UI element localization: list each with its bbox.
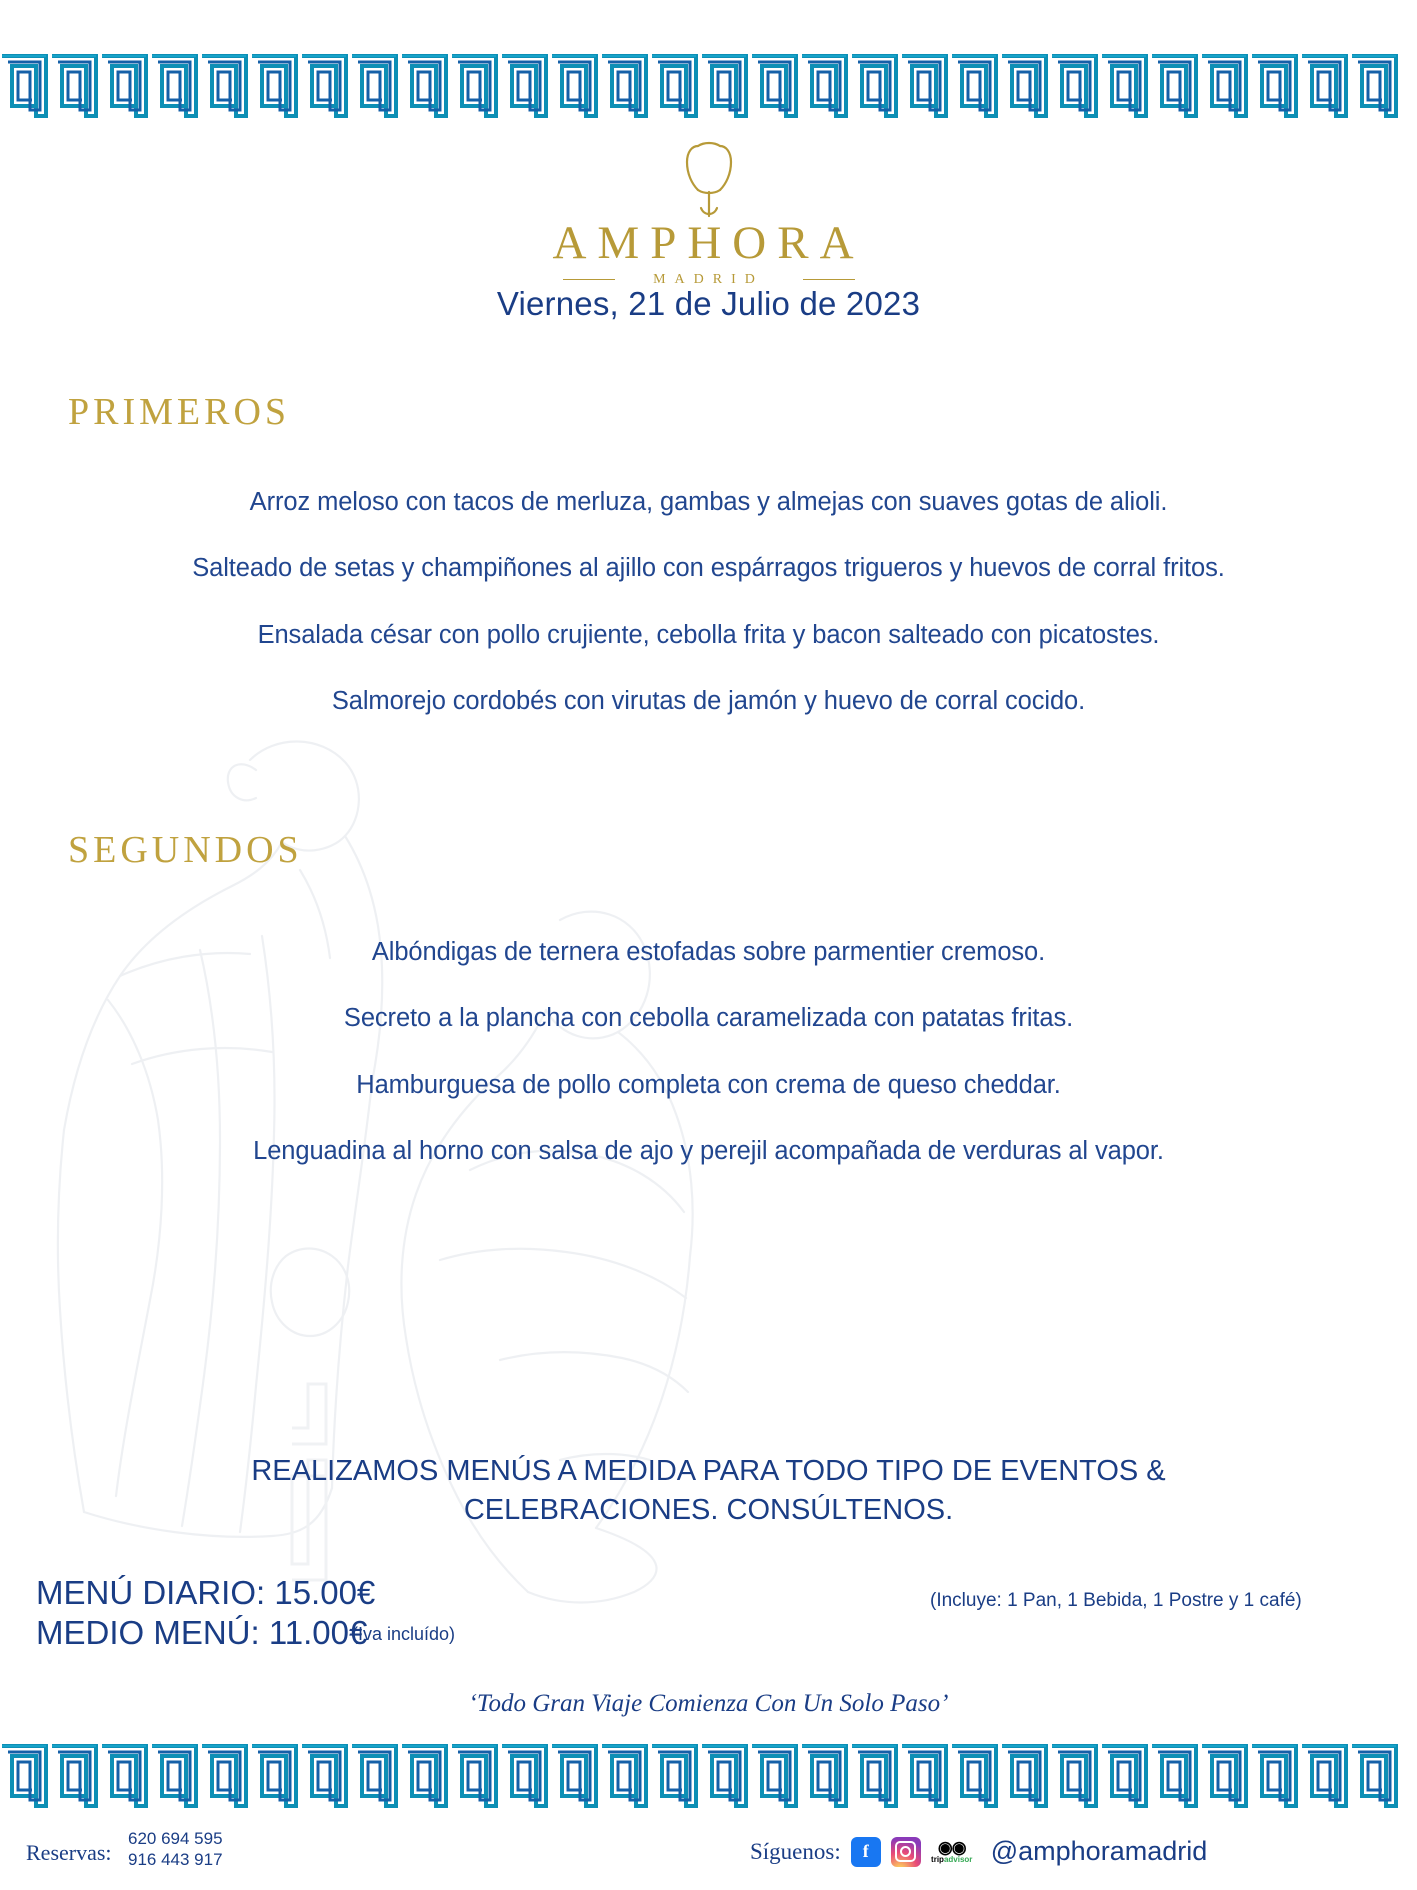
logo-rule-right [803, 279, 855, 280]
list-item: Salmorejo cordobés con virutas de jamón y huevo de corral cocido. [331, 686, 1086, 715]
events-banner-line-2: CELEBRACIONES. CONSÚLTENOS. [463, 1494, 954, 1527]
includes-note: (Incluye: 1 Pan, 1 Bebida, 1 Postre y 1 café) [930, 1590, 1302, 1611]
menu-tagline: ‘Todo Gran Viaje Comienza Con Un Solo Paso’ [468, 1690, 949, 1717]
list-item: Lenguadina al horno con salsa de ajo y perejil acompañada de verduras al vapor. [253, 1136, 1164, 1165]
reservations-label: Reservas: [26, 1840, 112, 1865]
list-item: Ensalada césar con pollo crujiente, cebolla frita y bacon salteado con picatostes. [257, 620, 1160, 649]
price-daily-menu: MENÚ DIARIO: 15.00€ [36, 1574, 376, 1611]
brand-subtitle: MADRID [653, 272, 764, 287]
section-heading-segundos: SEGUNDOS [68, 829, 303, 871]
menu-date: Viernes, 21 de Julio de 2023 [496, 285, 921, 322]
events-banner-line-1: REALIZAMOS MENÚS A MEDIDA PARA TODO TIPO DE EVENTOS & [251, 1455, 1166, 1487]
social-follow-group [750, 1836, 1207, 1867]
iva-note: (Iva incluído) [352, 1624, 456, 1644]
social-handle[interactable]: @amphoramadrid [990, 1836, 1208, 1866]
greek-key-border-top [0, 52, 1417, 120]
amphora-vase-icon [654, 140, 764, 222]
tripadvisor-icon[interactable] [931, 1837, 973, 1867]
instagram-glyph [895, 1841, 916, 1862]
list-item: Hamburguesa de pollo completa con crema de queso cheddar. [356, 1070, 1061, 1099]
dish-list-segundos [0, 938, 1417, 1203]
list-item: Secreto a la plancha con cebolla caramelizada con patatas fritas. [343, 1004, 1074, 1033]
dish-list-primeros [0, 488, 1417, 753]
list-item: Albóndigas de ternera estofadas sobre parmentier cremoso. [371, 938, 1046, 966]
facebook-glyph: f [862, 1841, 869, 1861]
phone-number-2[interactable]: 916 443 917 [128, 1850, 223, 1870]
facebook-icon[interactable] [851, 1837, 881, 1867]
reservation-phones [128, 1828, 223, 1871]
footer [0, 1822, 1417, 1890]
price-half-menu: MEDIO MENÚ: 11.00€ [36, 1614, 368, 1652]
price-block [36, 1573, 375, 1654]
logo-rule-left [563, 279, 615, 280]
events-banner [0, 1452, 1417, 1530]
phone-number-1[interactable]: 620 694 595 [128, 1829, 223, 1848]
list-item: Salteado de setas y champiñones al ajillo con espárragos trigueros y huevos de corral fritos. [192, 554, 1225, 583]
instagram-icon[interactable] [891, 1837, 921, 1867]
tripadvisor-owl-glyph: ◉◉ [937, 1838, 966, 1857]
follow-label: Síguenos: [750, 1838, 841, 1864]
greek-key-border-bottom [0, 1742, 1417, 1810]
brand-logo [0, 140, 1417, 288]
section-heading-primeros: PRIMEROS [68, 391, 291, 433]
tripadvisor-wordmark: tripadvisor [931, 1855, 973, 1864]
brand-wordmark: AMPHORA [552, 217, 865, 269]
list-item: Arroz meloso con tacos de merluza, gambas y almejas con suaves gotas de alioli. [249, 488, 1168, 516]
